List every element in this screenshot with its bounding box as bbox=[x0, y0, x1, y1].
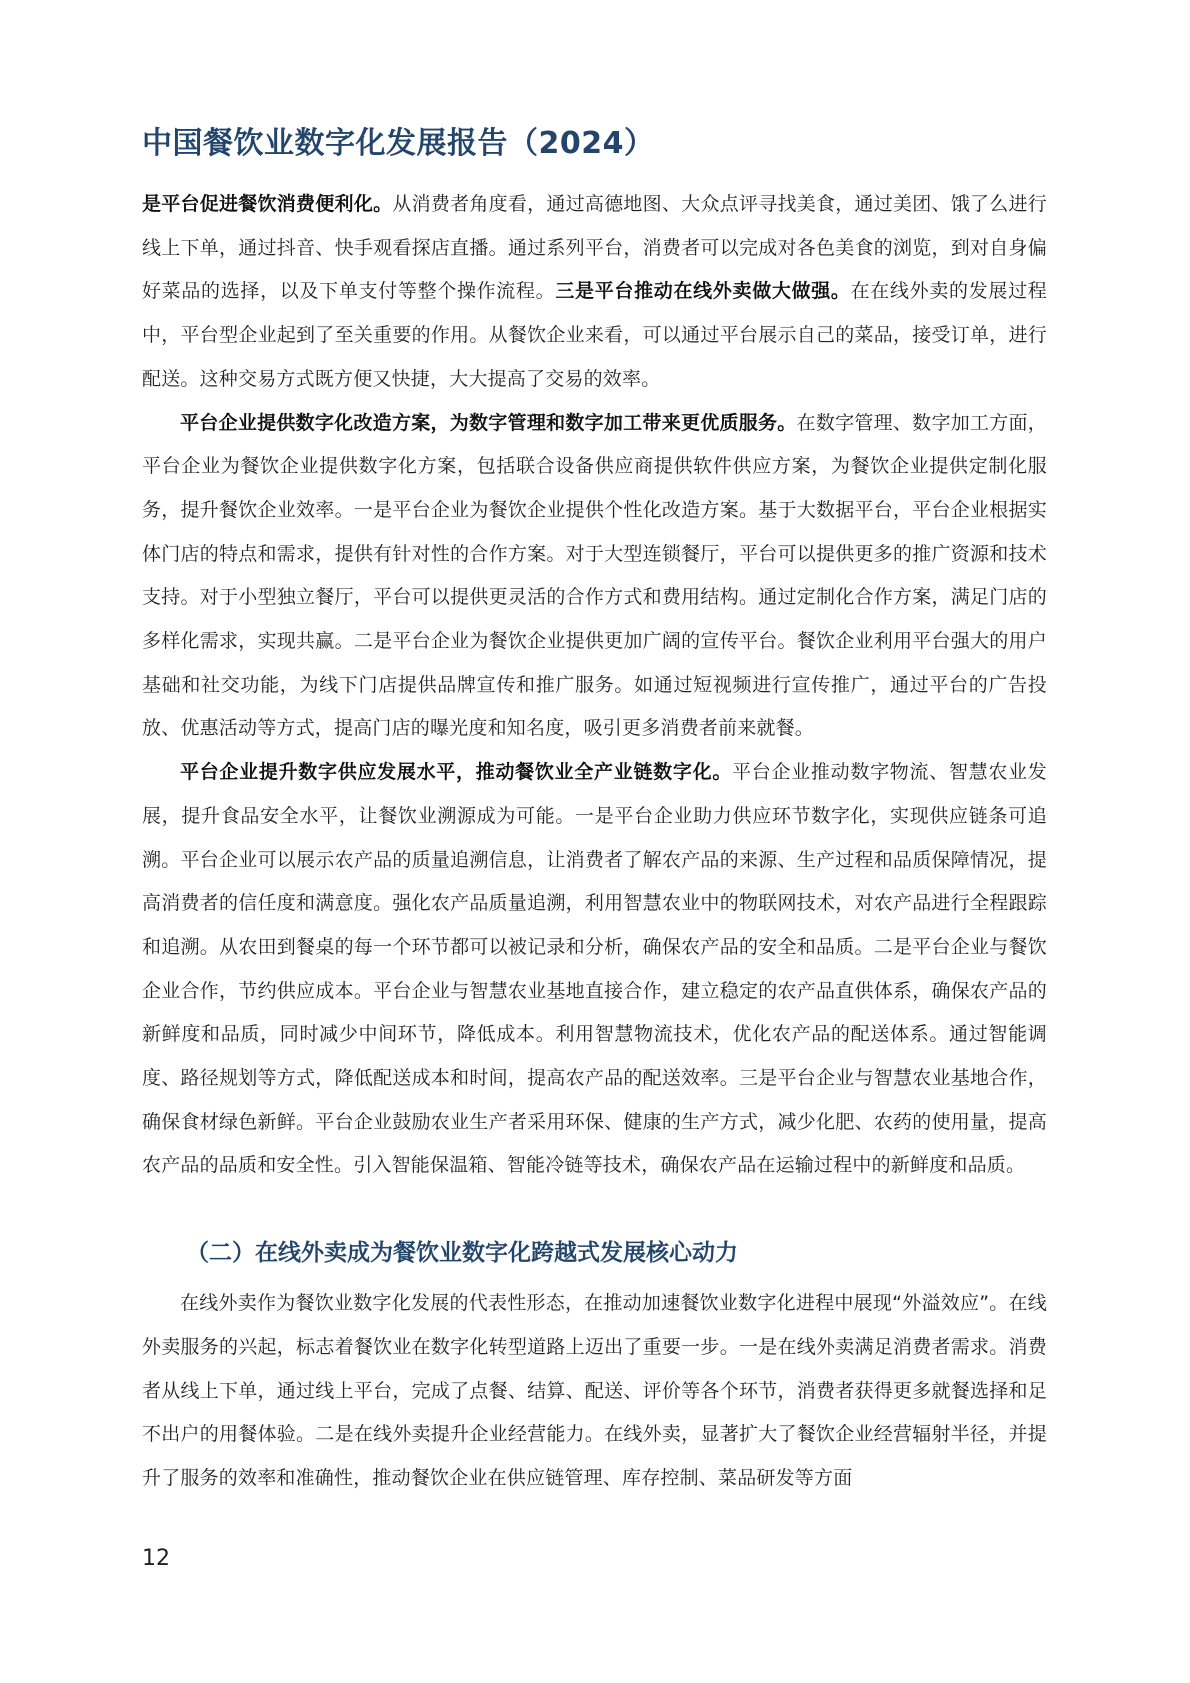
bold-lead-online-takeaway: 三是平台推动在线外卖做大做强。 bbox=[555, 280, 851, 303]
paragraph-text: 在数字管理、数字加工方面，平台企业为餐饮企业提供数字化方案，包括联合设备供应商提供软件供应方案，为餐饮企业提供定制化服务，提升餐饮企业效率。一是平台企业为餐饮企业提供个性化改造方案。基于大数据平台，平台企业根据实体门店的特点和需求，提供有针对性的合作方案。对于大型连锁餐厅，平台可以提供更多的推广资源和技术支持。对于小型独立餐厅，平台可以提供更灵活的合作方式和费用结构。通过定制化合作方案，满足门店的多样化需求，实现共赢。二是平台企业为餐饮企业提供更加广阔的宣传平台。餐饮企业利用平台强大的用户基础和社交功能，为线下门店提供品牌宣传和推广服务。如通过短视频进行宣传推广，通过平台的广告投放、优惠活动等方式，提高门店的曝光度和知名度，吸引更多消费者前来就餐。 bbox=[142, 411, 1047, 740]
paragraph-digital-transformation bbox=[142, 402, 1047, 752]
paragraph-digital-supply bbox=[142, 751, 1047, 1188]
bold-lead-digital-transformation: 平台企业提供数字化改造方案，为数字管理和数字加工带来更优质服务。 bbox=[180, 411, 797, 434]
page-number: 12 bbox=[142, 1546, 170, 1571]
running-header-title: 中国餐饮业数字化发展报告（2024） bbox=[142, 126, 655, 161]
section-heading: （二）在线外卖成为餐饮业数字化跨越式发展核心动力 bbox=[186, 1240, 738, 1267]
bold-lead-digital-supply: 平台企业提升数字供应发展水平，推动餐饮业全产业链数字化。 bbox=[180, 761, 733, 784]
paragraph-platform-convenience bbox=[142, 183, 1047, 402]
paragraph-text: 平台企业推动数字物流、智慧农业发展，提升食品安全水平，让餐饮业溯源成为可能。一是平台企业助力供应环节数字化，实现供应链条可追溯。平台企业可以展示农产品的质量追溯信息，让消费者了解农产品的来源、生产过程和品质保障情况，提高消费者的信任度和满意度。强化农产品质量追溯，利用智慧农业中的物联网技术，对农产品进行全程跟踪和追溯。从农田到餐桌的每一个环节都可以被记录和分析，确保农产品的安全和品质。二是平台企业与餐饮企业合作，节约供应成本。平台企业与智慧农业基地直接合作，建立稳定的农产品直供体系，确保农产品的新鲜度和品质，同时减少中间环节，降低成本。利用智慧物流技术，优化农产品的配送体系。通过智能调度、路径规划等方式，降低配送成本和时间，提高农产品的配送效率。三是平台企业与智慧农业基地合作，确保食材绿色新鲜。平台企业鼓励农业生产者采用环保、健康的生产方式，减少化肥、农药的使用量，提高农产品的品质和安全性。引入智能保温箱、智能冷链等技术，确保农产品在运输过程中的新鲜度和品质。 bbox=[142, 761, 1048, 1177]
bold-lead-platform-convenience: 是平台促进餐饮消费便利化。 bbox=[142, 193, 393, 215]
paragraph-text: 从消费者角度看，通过高德地图、大众点评寻找美食，通过美团、饿了么进行线上下单，通过抖音、快手观看探店直播。通过系列平台，消费者可以完成对各色美食的浏览，到对自身偏好菜品的选择，以及下单支付等整个操作流程。 bbox=[142, 193, 1047, 303]
paragraph-text: 在在线外卖的发展过程中，平台型企业起到了至关重要的作用。从餐饮企业来看，可以通过平台展示自己的菜品，接受订单，进行配送。这种交易方式既方便又快捷，大大提高了交易的效率。 bbox=[142, 280, 1047, 390]
paragraph-online-takeaway: 在线外卖作为餐饮业数字化发展的代表性形态，在推动加速餐饮业数字化进程中展现“外溢效应”。在线外卖服务的兴起，标志着餐饮业在数字化转型道路上迈出了重要一步。一是在线外卖满足消费者需求。消费者从线上下单，通过线上平台，完成了点餐、结算、配送、评价等各个环节，消费者获得更多就餐选择和足不出户的用餐体验。二是在线外卖提升企业经营能力。在线外卖，显著扩大了餐饮企业经营辐射半径，并提升了服务的效率和准确性，推动餐饮企业在供应链管理、库存控制、菜品研发等方面 bbox=[142, 1292, 1047, 1489]
document-body bbox=[142, 183, 1047, 1501]
